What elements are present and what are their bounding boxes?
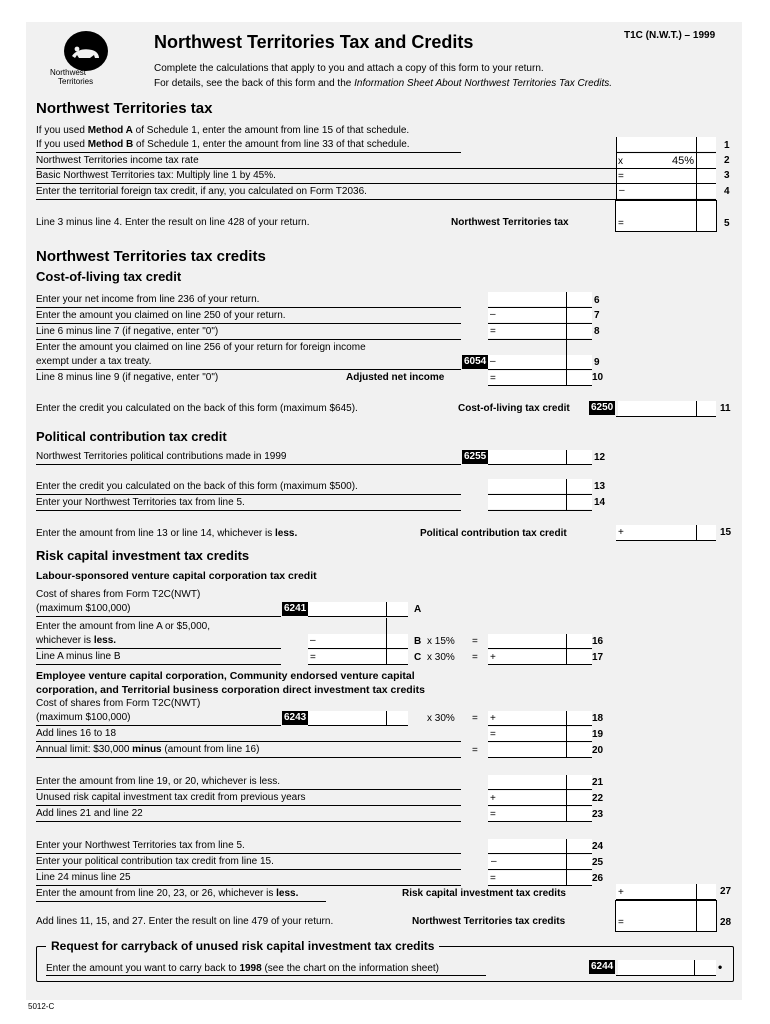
line-27-operator: + bbox=[618, 887, 624, 898]
amount-field-line-13[interactable] bbox=[488, 479, 592, 493]
amount-field-line-b[interactable] bbox=[308, 634, 408, 648]
line-number-21: 21 bbox=[592, 777, 604, 788]
line-number-27: 27 bbox=[720, 886, 732, 897]
line-5-text: Line 3 minus line 4. Enter the result on line 428 of your return. bbox=[36, 217, 310, 228]
line-15-label: Political contribution tax credit bbox=[420, 528, 567, 539]
line-14-text: Enter your Northwest Territories tax from line 5. bbox=[36, 497, 245, 508]
amount-field-line-12[interactable] bbox=[488, 450, 592, 464]
line-number-17: 17 bbox=[592, 652, 604, 663]
line-number-28: 28 bbox=[720, 917, 732, 928]
section-heading-credits: Northwest Territories tax credits bbox=[36, 248, 266, 265]
amount-field-line-18-shares[interactable] bbox=[308, 711, 408, 725]
line-17-operator: + bbox=[490, 652, 496, 663]
line-15-text: Enter the amount from line 13 or line 14, whichever is less. bbox=[36, 528, 298, 539]
line-number-11: 11 bbox=[720, 403, 731, 414]
line-10-label: Adjusted net income bbox=[346, 372, 445, 383]
line-26-text: Line 24 minus line 25 bbox=[36, 872, 131, 883]
line-a-text-1: Cost of shares from Form T2C(NWT) bbox=[36, 589, 201, 600]
amount-field-line-21[interactable] bbox=[488, 775, 592, 789]
polar-bear-logo-icon bbox=[46, 28, 116, 72]
field-code-6241: 6241 bbox=[284, 603, 307, 614]
footer-form-code: 5012-C bbox=[28, 1002, 55, 1011]
line-25-operator: – bbox=[491, 856, 497, 867]
line-number-9: 9 bbox=[594, 357, 600, 368]
line-27-text: Enter the amount from line 20, 23, or 26, whichever is less. bbox=[36, 888, 299, 899]
line-number-7: 7 bbox=[594, 310, 600, 321]
line-number-3: 3 bbox=[724, 170, 730, 181]
line-b-text-1: Enter the amount from line A or $5,000, bbox=[36, 621, 210, 632]
line-b-equals: = bbox=[472, 636, 478, 647]
line-10-operator: = bbox=[490, 373, 496, 384]
line-18-rate: x 30% bbox=[427, 713, 455, 724]
line-2-text: Northwest Territories income tax rate bbox=[36, 155, 199, 166]
line-letter-c: C bbox=[414, 652, 422, 663]
line-number-14: 14 bbox=[594, 497, 606, 508]
amount-field-carryback[interactable] bbox=[618, 960, 716, 975]
line-22-operator: + bbox=[490, 793, 496, 804]
field-code-6255: 6255 bbox=[464, 451, 487, 462]
amount-field-line-24[interactable] bbox=[488, 839, 592, 853]
amount-field-line-25[interactable] bbox=[488, 855, 592, 869]
amount-field-line-3[interactable] bbox=[616, 169, 716, 183]
line-number-12: 12 bbox=[594, 452, 606, 463]
line-13-text: Enter the credit you calculated on the back of this form (maximum $500). bbox=[36, 481, 358, 492]
line-letter-b: B bbox=[414, 636, 422, 647]
line-number-23: 23 bbox=[592, 809, 604, 820]
line-number-6: 6 bbox=[594, 295, 600, 306]
form-page bbox=[26, 22, 742, 1000]
amount-field-line-1[interactable] bbox=[616, 137, 716, 151]
field-code-6250: 6250 bbox=[591, 402, 614, 413]
form-id: T1C (N.W.T.) – 1999 bbox=[624, 30, 716, 41]
line-number-13: 13 bbox=[594, 481, 606, 492]
carryback-text: Enter the amount you want to carry back to 1998 (see the chart on the information sheet) bbox=[46, 963, 440, 974]
line-9-operator: – bbox=[490, 356, 496, 367]
line-4-operator: – bbox=[619, 185, 625, 196]
line-number-4: 4 bbox=[724, 186, 730, 197]
line-8-operator: = bbox=[490, 326, 496, 337]
line-20-equals: = bbox=[472, 745, 478, 756]
logo-text-northwest: Northwest bbox=[50, 68, 87, 77]
line-number-24: 24 bbox=[592, 841, 604, 852]
line-28-operator: = bbox=[618, 917, 624, 928]
line-5-operator: = bbox=[618, 218, 624, 229]
line-number-20: 20 bbox=[592, 745, 604, 756]
line-c-rate: x 30% bbox=[427, 652, 455, 663]
line-7-text: Enter the amount you claimed on line 250 of your return. bbox=[36, 310, 286, 321]
line-number-5: 5 bbox=[724, 218, 730, 229]
line-a-text-2: (maximum $100,000) bbox=[36, 603, 131, 614]
amount-field-line-8[interactable] bbox=[488, 324, 592, 338]
line-19-operator: = bbox=[490, 729, 496, 740]
line-number-1: 1 bbox=[724, 140, 730, 151]
field-code-6244: 6244 bbox=[591, 961, 614, 972]
line-number-16: 16 bbox=[592, 636, 604, 647]
line-b-rate: x 15% bbox=[427, 636, 455, 647]
line-number-22: 22 bbox=[592, 793, 604, 804]
line-2-rate: 45% bbox=[672, 155, 695, 167]
line-28-text: Add lines 11, 15, and 27. Enter the result on line 479 of your return. bbox=[36, 916, 334, 927]
subheading-risk-capital: Risk capital investment tax credits bbox=[36, 548, 250, 563]
field-code-6054: 6054 bbox=[464, 356, 487, 367]
line-15-operator: + bbox=[618, 527, 624, 538]
amount-field-line-7[interactable] bbox=[488, 308, 592, 322]
amount-field-line-27[interactable] bbox=[616, 884, 716, 899]
carryback-bullet: • bbox=[718, 960, 723, 974]
amount-field-line-c[interactable] bbox=[308, 650, 408, 664]
amount-field-line-18[interactable] bbox=[488, 711, 592, 725]
subheading-cost-of-living: Cost-of-living tax credit bbox=[36, 269, 182, 284]
line-24-text: Enter your Northwest Territories tax from line 5. bbox=[36, 840, 245, 851]
line-6-text: Enter your net income from line 236 of your return. bbox=[36, 294, 260, 305]
line-number-8: 8 bbox=[594, 326, 600, 337]
line-28-label: Northwest Territories tax credits bbox=[412, 916, 566, 927]
line-18-text-1: Cost of shares from Form T2C(NWT) bbox=[36, 698, 201, 709]
subheading-employee-venture-1: Employee venture capital corporation, Community endorsed venture capital bbox=[36, 670, 415, 682]
line-number-15: 15 bbox=[720, 527, 732, 538]
intro-line-1: Complete the calculations that apply to you and attach a copy of this form to your return. bbox=[154, 63, 544, 74]
line-number-2: 2 bbox=[724, 155, 730, 166]
line-18-operator: + bbox=[490, 713, 496, 724]
line-11-label: Cost-of-living tax credit bbox=[458, 403, 570, 414]
line-19-text: Add lines 16 to 18 bbox=[36, 728, 117, 739]
line-number-19: 19 bbox=[592, 729, 604, 740]
amount-field-line-16[interactable] bbox=[488, 634, 592, 648]
subheading-political: Political contribution tax credit bbox=[36, 429, 227, 444]
amount-field-line-20[interactable] bbox=[488, 743, 592, 757]
amount-field-line-17[interactable] bbox=[488, 650, 592, 664]
line-25-text: Enter your political contribution tax credit from line 15. bbox=[36, 856, 274, 867]
line-10-text: Line 8 minus line 9 (if negative, enter "0") bbox=[36, 372, 219, 383]
line-2-operator: x bbox=[618, 156, 623, 167]
line-b-text-2: whichever is less. bbox=[36, 635, 117, 646]
line-3-text: Basic Northwest Territories tax: Multiply line 1 by 45%. bbox=[36, 170, 276, 181]
line-5-label: Northwest Territories tax bbox=[451, 217, 569, 228]
amount-field-line-10[interactable] bbox=[488, 371, 592, 385]
form-title: Northwest Territories Tax and Credits bbox=[154, 32, 474, 52]
line-18-equals: = bbox=[472, 713, 478, 724]
amount-field-line-a[interactable] bbox=[308, 602, 408, 616]
amount-field-line-26[interactable] bbox=[488, 871, 592, 885]
field-code-6243: 6243 bbox=[284, 712, 307, 723]
line-number-10: 10 bbox=[592, 372, 604, 383]
line-11-text: Enter the credit you calculated on the back of this form (maximum $645). bbox=[36, 403, 358, 414]
line-c-text: Line A minus line B bbox=[36, 651, 121, 662]
line-9-text-a: Enter the amount you claimed on line 256 of your return for foreign income bbox=[36, 342, 366, 353]
line-18-text-2: (maximum $100,000) bbox=[36, 712, 131, 723]
line-b-operator: – bbox=[310, 635, 316, 646]
amount-field-line-23[interactable] bbox=[488, 807, 592, 821]
line-1b-text: If you used Method B of Schedule 1, enter the amount from line 33 of that schedule. bbox=[36, 139, 410, 150]
section-heading-tax: Northwest Territories tax bbox=[36, 100, 213, 117]
line-12-text: Northwest Territories political contributions made in 1999 bbox=[36, 451, 287, 462]
amount-field-line-14[interactable] bbox=[488, 495, 592, 509]
line-21-text: Enter the amount from line 19, or 20, whichever is less. bbox=[36, 776, 281, 787]
subheading-employee-venture-2: corporation, and Territorial business corporation direct investment tax credits bbox=[36, 684, 425, 696]
line-c-equals: = bbox=[472, 652, 478, 663]
line-3-operator: = bbox=[618, 171, 624, 182]
logo-text-territories: Territories bbox=[58, 77, 94, 86]
carryback-legend: Request for carryback of unused risk capital investment tax credits bbox=[46, 939, 439, 953]
amount-field-line-5[interactable] bbox=[615, 200, 717, 232]
line-22-text: Unused risk capital investment tax credit from previous years bbox=[36, 792, 306, 803]
amount-field-line-4[interactable] bbox=[616, 184, 716, 198]
line-number-25: 25 bbox=[592, 857, 604, 868]
line-26-operator: = bbox=[490, 873, 496, 884]
intro-line-2: For details, see the back of this form and the Information Sheet About Northwest Territories Tax Credits. bbox=[154, 78, 613, 89]
amount-field-line-9[interactable] bbox=[488, 355, 592, 369]
amount-field-line-15[interactable] bbox=[616, 525, 716, 540]
amount-field-line-11[interactable] bbox=[618, 401, 716, 416]
amount-field-line-22[interactable] bbox=[488, 791, 592, 805]
line-c-operator: = bbox=[310, 652, 316, 663]
amount-field-line-19[interactable] bbox=[488, 727, 592, 741]
line-23-text: Add lines 21 and line 22 bbox=[36, 808, 143, 819]
line-8-text: Line 6 minus line 7 (if negative, enter "0") bbox=[36, 326, 219, 337]
line-9-text-b: exempt under a tax treaty. bbox=[36, 356, 152, 367]
line-20-text: Annual limit: $30,000 minus (amount from line 16) bbox=[36, 744, 260, 755]
line-number-18: 18 bbox=[592, 713, 604, 724]
subheading-labour-sponsored: Labour-sponsored venture capital corporation tax credit bbox=[36, 570, 317, 582]
line-letter-a: A bbox=[414, 604, 422, 615]
amount-field-line-6[interactable] bbox=[488, 292, 592, 306]
line-23-operator: = bbox=[490, 809, 496, 820]
line-4-text: Enter the territorial foreign tax credit, if any, you calculated on Form T2036. bbox=[36, 186, 367, 197]
rate-field-line-2 bbox=[616, 154, 716, 168]
line-number-26: 26 bbox=[592, 873, 604, 884]
amount-field-line-28[interactable] bbox=[615, 900, 717, 932]
nwt-logo bbox=[46, 28, 116, 88]
line-1a-text: If you used Method A of Schedule 1, enter the amount from line 15 of that schedule. bbox=[36, 125, 410, 136]
line-27-label: Risk capital investment tax credits bbox=[402, 888, 566, 899]
line-7-operator: – bbox=[490, 309, 496, 320]
